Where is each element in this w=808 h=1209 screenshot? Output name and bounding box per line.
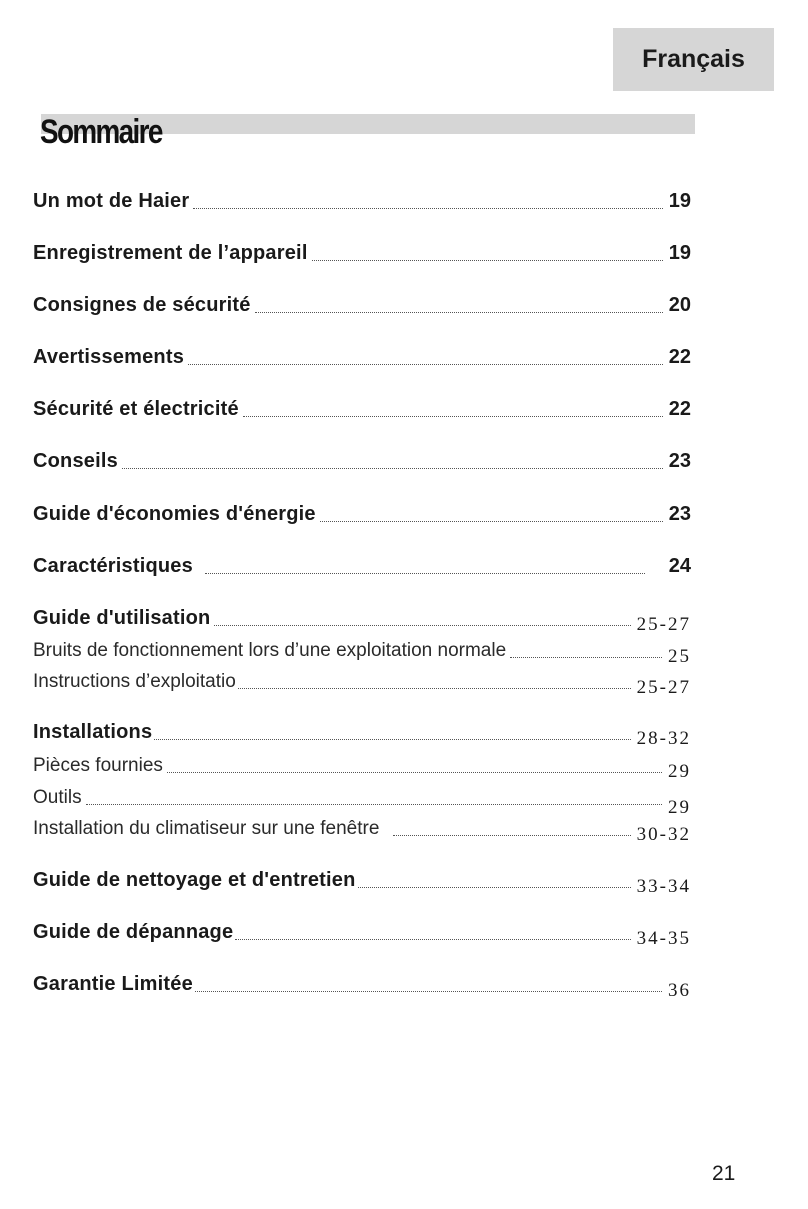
toc-entry-page: 34-35 <box>636 928 691 949</box>
page-number: 21 <box>712 1162 736 1185</box>
toc-entry-guide-economies-energie[interactable] <box>33 503 691 526</box>
dot-leader <box>238 687 631 689</box>
toc-entry-label: Un mot de Haier <box>33 190 190 212</box>
toc-subentry-instructions[interactable] <box>33 671 691 698</box>
toc-entry-page: 23 <box>668 503 691 525</box>
table-of-contents <box>33 0 691 1100</box>
toc-entry-label: Bruits de fonctionnement lors d’une exploitation normale <box>33 640 507 661</box>
toc-entry-label: Avertissements <box>33 346 185 368</box>
toc-entry-page: 19 <box>668 242 691 264</box>
toc-entry-page: 33-34 <box>636 876 691 897</box>
toc-entry-page: 22 <box>668 346 691 368</box>
toc-entry-label: Guide d'utilisation <box>33 607 211 629</box>
page-title: Sommaire <box>40 113 162 151</box>
dot-leader <box>243 415 663 417</box>
toc-entry-label: Outils <box>33 787 82 808</box>
toc-entry-label: Guide d'économies d'énergie <box>33 503 316 525</box>
toc-entry-securite-et-electricite[interactable] <box>33 398 691 421</box>
toc-entry-label: Guide de nettoyage et d'entretien <box>33 869 356 891</box>
toc-subentry-installation-climatiseur[interactable] <box>33 818 691 845</box>
toc-entry-label: Caractéristiques <box>33 555 193 577</box>
toc-entry-consignes-de-securite[interactable] <box>33 294 691 317</box>
toc-entry-page: 25 <box>668 646 691 667</box>
toc-entry-label: Sécurité et électricité <box>33 398 239 420</box>
dot-leader <box>510 656 662 658</box>
toc-entry-un-mot-de-haier[interactable] <box>33 190 691 213</box>
dot-leader <box>188 363 663 365</box>
toc-entry-page: 25-27 <box>636 677 691 698</box>
toc-entry-page: 28-32 <box>636 728 691 749</box>
toc-entry-label: Guide de dépannage <box>33 921 234 943</box>
toc-entry-page: 20 <box>668 294 691 316</box>
dot-leader <box>154 738 630 740</box>
dot-leader <box>393 834 630 836</box>
toc-entry-page: 29 <box>668 797 691 818</box>
toc-entry-page: 22 <box>668 398 691 420</box>
toc-entry-page: 19 <box>668 190 691 212</box>
toc-entry-page: 24 <box>668 555 691 577</box>
toc-entry-label: Consignes de sécurité <box>33 294 251 316</box>
toc-entry-page: 36 <box>668 980 691 1001</box>
toc-entry-caracteristiques[interactable] <box>33 555 691 578</box>
toc-entry-enregistrement[interactable] <box>33 242 691 265</box>
toc-entry-page: 30-32 <box>636 824 691 845</box>
language-tab: Français <box>613 28 774 91</box>
toc-entry-garantie-limitee[interactable] <box>33 973 691 1001</box>
dot-leader <box>358 886 631 888</box>
dot-leader <box>122 467 663 469</box>
toc-entry-guide-utilisation[interactable] <box>33 607 691 635</box>
dot-leader <box>195 990 662 992</box>
dot-leader <box>320 520 663 522</box>
dot-leader <box>193 207 662 209</box>
toc-entry-conseils[interactable] <box>33 450 691 473</box>
toc-entry-label: Conseils <box>33 450 118 472</box>
dot-leader <box>205 572 645 574</box>
toc-entry-page: 25-27 <box>636 614 691 635</box>
dot-leader <box>86 803 662 805</box>
toc-entry-avertissements[interactable] <box>33 346 691 369</box>
toc-entry-installations[interactable] <box>33 721 691 749</box>
toc-entry-label: Instructions d’exploitatio <box>33 671 236 692</box>
dot-leader <box>235 938 630 940</box>
dot-leader <box>312 259 663 261</box>
toc-entry-label: Pièces fournies <box>33 755 163 776</box>
dot-leader <box>214 624 630 626</box>
toc-entry-page: 29 <box>668 761 691 782</box>
dot-leader <box>167 771 662 773</box>
toc-entry-label: Enregistrement de l’appareil <box>33 242 308 264</box>
toc-subentry-pieces-fournies[interactable] <box>33 755 691 782</box>
toc-entry-nettoyage-entretien[interactable] <box>33 869 691 897</box>
toc-entry-page: 23 <box>668 450 691 472</box>
toc-entry-label: Installation du climatiseur sur une fenêtre <box>33 818 380 839</box>
toc-subentry-bruits[interactable] <box>33 640 691 667</box>
dot-leader <box>255 311 663 313</box>
toc-entry-label: Installations <box>33 721 153 743</box>
toc-entry-label: Garantie Limitée <box>33 973 193 995</box>
toc-entry-depannage[interactable] <box>33 921 691 949</box>
toc-subentry-outils[interactable] <box>33 787 691 818</box>
